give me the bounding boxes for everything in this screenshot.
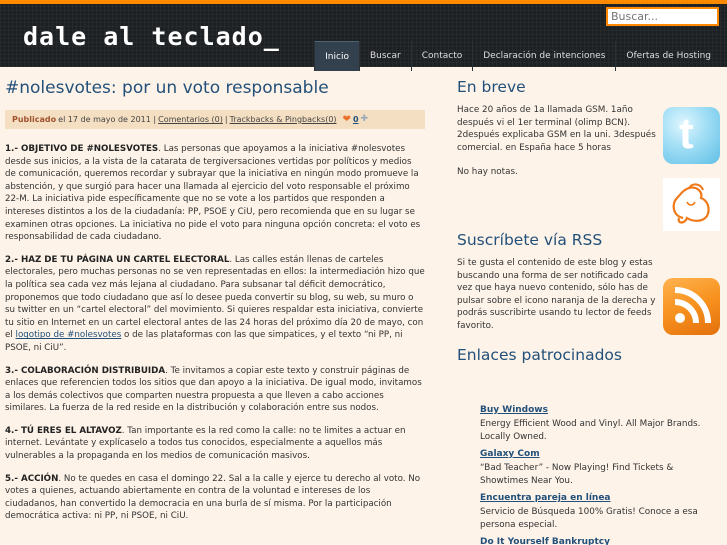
published-label: Publicado	[12, 115, 57, 124]
paragraph-lead: 3.- COLABORACIÓN DISTRIBUIDA	[5, 365, 166, 376]
ad-item	[480, 449, 720, 488]
blog-logo-icon[interactable]	[663, 178, 720, 231]
logo-link[interactable]: logotipo de #nolesvotes	[15, 330, 122, 341]
paragraph-text: . Tan importante es la red como la calle: no te limites a actuar en internet. Levántate y explícaselo a todos tus conocidos, especialmente a aquellos más vulnerables a la propaganda en los medios de comunicación masivos.	[5, 425, 406, 462]
site-title[interactable]: dale al teclado_	[23, 22, 280, 51]
ad-item	[480, 537, 720, 545]
paragraph-lead: 2.- HAZ DE TU PÁGINA UN CARTEL ELECTORAL	[5, 254, 230, 265]
paragraph-1	[5, 143, 425, 244]
paragraph-text: . Las calles están llenas de carteles electorales, pero muchas personas no se ven representadas en ellos: la intermediación hizo que la política sea cada vez más lejana al ciudadano. Para subsanar tal déficit democrático, proponemos que todo ciudadano que así lo desee pueda convertir su blog, su web, su muro o su twitter en un “cartel electoral” del movimiento. Si quieres respaldar esta iniciativa, convierte tu sitio en Internet en un cartel electoral antes de las 24 horas del próximo día 20 de mayo, con el	[5, 254, 425, 341]
search-input[interactable]	[606, 7, 719, 26]
ad-description: Servicio de Búsqueda 100% Gratis! Conoce a esa persona especial.	[480, 507, 698, 530]
rss-icon[interactable]	[663, 278, 720, 335]
post-date: el 17 de mayo de 2011 |	[58, 115, 157, 124]
ad-description: “Bad Teacher” - Now Playing! Find Tickets & Showtimes Near You.	[480, 463, 674, 486]
ad-title[interactable]: Encuentra pareja en línea	[480, 493, 611, 503]
ad-item	[480, 405, 720, 444]
vote-count[interactable]: 0	[352, 115, 359, 124]
trackbacks-link[interactable]: Trackbacks & Pingbacks(0)	[229, 115, 337, 124]
nav-buscar[interactable]: Buscar	[359, 41, 411, 71]
sponsored-links	[480, 405, 720, 545]
paragraph-5	[5, 473, 425, 523]
nav-contacto[interactable]: Contacto	[411, 41, 473, 71]
meta-separator: |	[224, 115, 228, 124]
paragraph-text: o de las plataformas con las que simpatices, y el texto “ni PP, ni PSOE, ni CiU”.	[5, 330, 403, 353]
en-breve-text: Hace 20 años de 1a llamada GSM. 1año después vi el 1er terminal (olimp BCN). 2después explicaba GSM en la uni. 3después comercial. en España hace 5 horas	[457, 105, 656, 153]
plus-icon[interactable]: ✚	[360, 114, 369, 124]
comments-link[interactable]: Comentarios (0)	[158, 115, 223, 124]
en-breve-heading: En breve	[457, 78, 526, 96]
ad-item	[480, 493, 720, 532]
ads-heading: Enlaces patrocinados	[457, 345, 622, 364]
ad-description: Energy Efficient Wood and Vinyl. All Major Brands. Locally Owned.	[480, 419, 701, 442]
paragraph-3	[5, 365, 425, 415]
post-title[interactable]: #nolesvotes: por un voto responsable	[5, 78, 329, 98]
ad-title[interactable]: Do It Yourself Bankruptcy	[480, 537, 611, 545]
twitter-icon[interactable]: t	[663, 107, 720, 164]
paragraph-2	[5, 254, 425, 355]
heart-icon[interactable]: ❤	[342, 114, 351, 125]
rss-heading: Suscríbete vía RSS	[457, 230, 603, 249]
main-nav	[314, 41, 721, 71]
paragraph-lead: 4.- TÚ ERES EL ALTAVOZ	[5, 425, 122, 436]
notes-text: No hay notas.	[457, 167, 518, 178]
ad-title[interactable]: Galaxy Com	[480, 449, 540, 459]
post-meta	[5, 110, 425, 129]
ad-title[interactable]: Buy Windows	[480, 405, 548, 415]
nav-inicio[interactable]: Inicio	[314, 41, 359, 71]
rss-text: Si te gusta el contenido de este blog y estas buscando una forma de ser notificado cada vez que haya nuevo contenido, sólo has de pulsar sobre el icono naranja de la derecha y podrás suscribirte usando tu lector de feeds favorito.	[457, 257, 656, 331]
paragraph-lead: 1.- OBJETIVO DE #NOLESVOTES	[5, 144, 159, 154]
paragraph-4	[5, 425, 425, 463]
nav-ofertas-hosting[interactable]: Ofertas de Hosting	[615, 41, 721, 71]
site-header	[0, 0, 727, 67]
paragraph-text: . Te invitamos a copiar este texto y construir páginas de enlaces que referencien todos los sitios que dan apoyo a la iniciativa. De igual modo, invitamos a los demás colectivos que comparten nuestra propuesta a que lleven a cabo acciones similares. La fuerza de la red reside en la distribución y colaboración entre sus nodos.	[5, 365, 422, 414]
paragraph-lead: 5.- ACCIÓN	[5, 473, 59, 484]
paragraph-text: . No te quedes en casa el domingo 22. Sal a la calle y ejerce tu derecho al voto. No votes a quienes, actuando abiertamente en contra de la voluntad e intereses de los ciudadanos, han convertido la democracia en una burla de sí misma. Por la participación democrática activa: ni PP, ni PSOE, ni CiU.	[5, 473, 421, 522]
post	[5, 78, 425, 533]
nav-declaracion[interactable]: Declaración de intenciones	[472, 41, 615, 71]
paragraph-text: . Las personas que apoyamos a la iniciativa #nolesvotes desde sus inicios, a la vista de la catarata de tergiversaciones vertidas por políticos y medios de comunicación, queremos recordar y subrayar que la iniciativa en ningún modo promueve la abstención, y que surgió para hacer una llamada al ejercicio del voto responsable el próximo 22-M. La iniciativa pide específicamente que no se vote a los partidos que responden a intereses distintos a los de la ciudadanía: PP, PSOE y CiU, pero recomienda que en su lugar se examinen otras opciones. La iniciativa no pide el voto para ninguna opción concreta: el voto es responsabilidad de cada ciudadano.	[5, 144, 421, 243]
